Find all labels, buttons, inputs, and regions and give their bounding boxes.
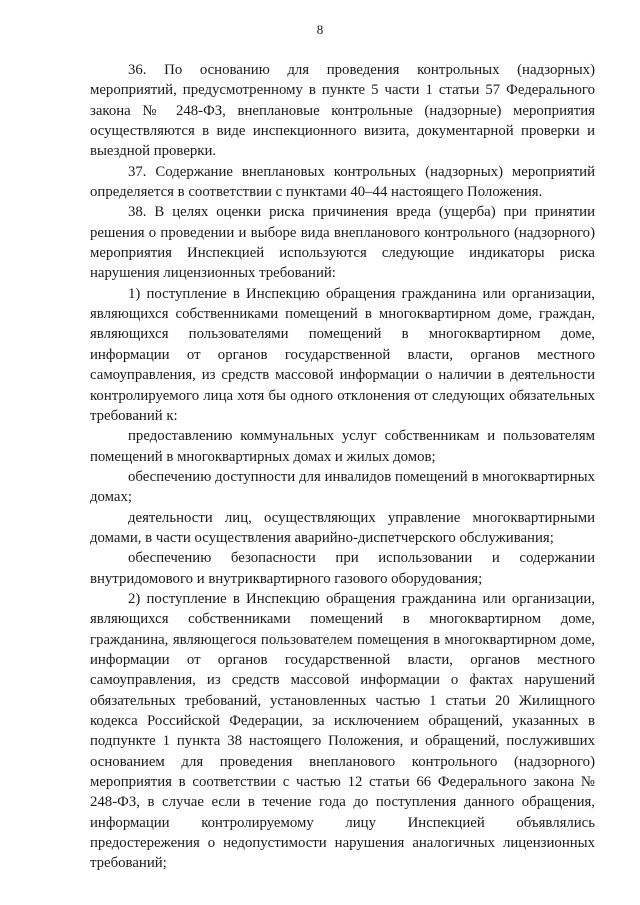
paragraph-38: 38. В целях оценки риска причинения вреда (ущерба) при принятии решения о проведении и выборе вида внепланового контрольного (надзорного) мероприятия Инспекцией используются следующие индикаторы риска нарушения лицензионных требований:	[90, 204, 595, 282]
subitem-1: 1) поступление в Инспекцию обращения гражданина или организации, являющихся собственниками помещений в многоквартирном доме, граждан, являющихся пользователями помещений в многоквартирном доме, информации от органов государственной власти, органов местного самоуправления, из средств массовой информации о наличии в деятельности контролируемого лица хотя бы одного отклонения от следующих обязательных требований к:	[90, 285, 595, 424]
subitem-2: 2) поступление в Инспекцию обращения гражданина или организации, являющихся собственниками помещений в многоквартирном доме, гражданина, являющегося пользователем помещения в многоквартирном доме, информации от органов государственной власти, органов местного самоуправления, из средств массовой информации о фактах нарушений обязательных требований, установленных частью 1 статьи 20 Жилищного кодекса Российской Федерации, за исключением обращений, указанных в подпункте 1 пункта 38 настоящего Положения, и обращений, послуживших основанием для проведения внепланового контрольного (надзорного) мероприятия в соответствии с частью 12 статьи 66 Федерального закона № 248-ФЗ, в случае если в течение года до поступления данного обращения, информации контролируемому лицу Инспекцией объявлялись предостережения о недопустимости нарушения аналогичных лицензионных требований;	[90, 590, 595, 872]
paragraph-36: 36. По основанию для проведения контрольных (надзорных) мероприятий, предусмотренному в пункте 5 части 1 статьи 57 Федерального закона № 248-ФЗ, внеплановые контрольные (надзорные) мероприятия осуществляются в виде инспекционного визита, документарной проверки и выездной проверки.	[90, 62, 595, 160]
requirement-gas-safety: обеспечению безопасности при использовании и содержании внутридомового и внутриквартирного газового оборудования;	[90, 550, 595, 587]
paragraph-37: 37. Содержание внеплановых контрольных (надзорных) мероприятий определяется в соответствии с пунктами 40–44 настоящего Положения.	[90, 163, 595, 201]
page-number: 8	[316, 22, 324, 37]
requirement-utilities: предоставлению коммунальных услуг собственникам и пользователям помещений в многоквартирных домах и жилых домов;	[90, 428, 595, 465]
document-body	[90, 60, 595, 874]
requirement-accessibility: обеспечению доступности для инвалидов помещений в многоквартирных домах;	[90, 468, 595, 506]
requirement-emergency-service: деятельности лиц, осуществляющих управление многоквартирными домами, в части осуществления аварийно-диспетчерского обслуживания;	[90, 509, 595, 546]
